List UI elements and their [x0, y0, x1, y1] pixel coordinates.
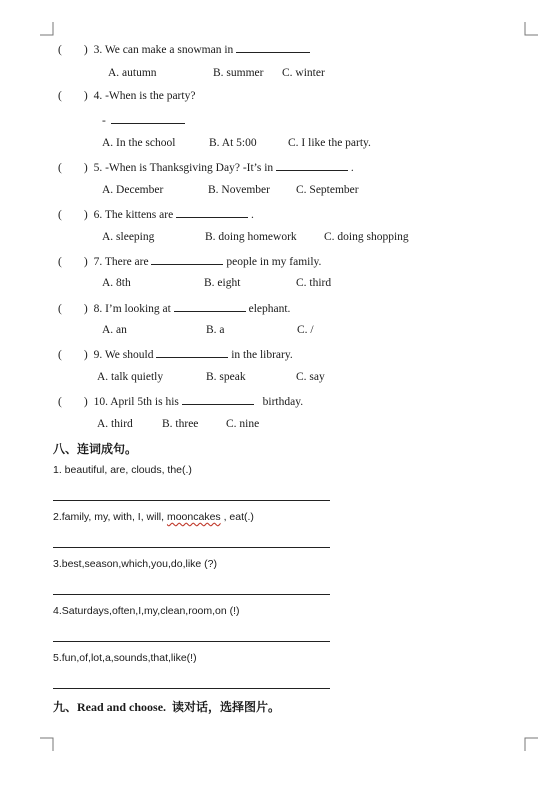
answer-paren-open: ( [58, 90, 62, 102]
question-stem: -When is the party? [105, 90, 196, 102]
answer-paren-close: ) [83, 162, 88, 174]
question-3 [58, 42, 310, 56]
option-c: C. winter [282, 67, 325, 79]
question-stem: We should [104, 349, 154, 361]
answer-paren-open: ( [58, 303, 62, 315]
option-a: A. autumn [108, 67, 157, 79]
section-9-title-en: Read and choose. [77, 700, 167, 714]
answer-paren-open: ( [58, 396, 62, 408]
question-10 [58, 394, 303, 408]
answer-paren-close: ) [83, 303, 88, 315]
question-number: 4. [93, 90, 103, 102]
option-b: B. November [208, 184, 270, 196]
question-stem-end: . [350, 162, 354, 174]
answer-paren-close: ) [83, 396, 88, 408]
option-a: A. talk quietly [97, 371, 164, 383]
answer-paren-close: ) [83, 256, 88, 268]
section-9-number: 九、 [53, 700, 78, 714]
section-9-title-zh: 读对话，选择图片。 [172, 700, 281, 714]
question-stem: April 5th is his [110, 396, 179, 408]
question-number: 7. [93, 256, 103, 268]
answer-paren-open: ( [58, 44, 62, 56]
question-number: 8. [93, 303, 103, 315]
sentence-words-end: , eat(.) [220, 511, 254, 523]
option-b: B. eight [204, 277, 241, 289]
question-4 [58, 90, 195, 102]
question-8 [58, 301, 290, 315]
answer-paren-close: ) [83, 90, 88, 102]
question-5 [58, 160, 354, 174]
option-c: C. third [296, 277, 332, 289]
fill-blank[interactable] [111, 113, 185, 124]
fill-blank[interactable] [176, 207, 248, 218]
sentence-item-1: 1. beautiful, are, clouds, the(.) [53, 464, 192, 476]
question-number: 5. [93, 162, 103, 174]
sentence-words: 2.family, my, with, I, will, [53, 511, 167, 523]
option-c: C. say [296, 371, 325, 383]
option-c: C. / [297, 324, 314, 336]
option-b: B. summer [213, 67, 264, 79]
crop-mark-bottom-right [524, 737, 538, 751]
option-b: B. three [162, 418, 199, 430]
question-number: 6. [93, 209, 103, 221]
fill-blank[interactable] [276, 160, 348, 171]
option-b: B. speak [206, 371, 246, 383]
option-b: B. At 5:00 [209, 137, 257, 149]
fill-blank[interactable] [236, 42, 310, 53]
question-stem-end: in the library. [231, 349, 293, 361]
question-number: 9. [93, 349, 103, 361]
answer-paren-close: ) [83, 44, 88, 56]
option-a: A. 8th [102, 277, 131, 289]
answer-line-3[interactable] [53, 594, 330, 595]
question-6 [58, 207, 254, 221]
option-c: C. doing shopping [324, 231, 409, 243]
fill-blank[interactable] [182, 394, 254, 405]
option-a: A. In the school [102, 137, 176, 149]
option-b: B. a [206, 324, 225, 336]
question-number: 10. [93, 396, 108, 408]
question-stem: I’m looking at [105, 303, 171, 315]
question-9 [58, 347, 293, 361]
spellcheck-word: mooncakes [166, 511, 221, 523]
option-c: C. September [296, 184, 359, 196]
option-c: C. I like the party. [288, 137, 371, 149]
answer-paren-open: ( [58, 209, 62, 221]
sentence-item-4: 4.Saturdays,often,I,my,clean,room,on (!) [53, 605, 240, 617]
answer-line-5[interactable] [53, 688, 330, 689]
sentence-item-5: 5.fun,of,lot,a,sounds,that,like(!) [53, 652, 197, 664]
question-stem-end: elephant. [248, 303, 291, 315]
section-8-title: 八、连词成句。 [53, 442, 138, 456]
question-stem-end: . [250, 209, 254, 221]
answer-paren-close: ) [83, 349, 88, 361]
question-stem-end: birthday. [262, 396, 304, 408]
answer-line-1[interactable] [53, 500, 330, 501]
sentence-item-2 [53, 511, 254, 523]
section-9-title [53, 698, 280, 715]
question-7 [58, 254, 321, 268]
answer-line-4[interactable] [53, 641, 330, 642]
question-stem: -When is Thanksgiving Day? -It’s in [105, 162, 274, 174]
option-a: A. sleeping [102, 231, 155, 243]
answer-paren-open: ( [58, 256, 62, 268]
crop-mark-top-right [524, 22, 538, 36]
option-c: C. nine [226, 418, 260, 430]
fill-blank[interactable] [151, 254, 223, 265]
option-a: A. December [102, 184, 164, 196]
question-number: 3. [93, 44, 103, 56]
option-b: B. doing homework [205, 231, 297, 243]
fill-blank[interactable] [174, 301, 246, 312]
answer-paren-open: ( [58, 349, 62, 361]
question-stem: The kittens are [104, 209, 174, 221]
dash: - [102, 115, 106, 127]
sentence-item-3: 3.best,season,which,you,do,like (?) [53, 558, 218, 570]
answer-paren-close: ) [83, 209, 88, 221]
question-stem: We can make a snowman in [104, 44, 234, 56]
option-a: A. third [97, 418, 133, 430]
answer-paren-open: ( [58, 162, 62, 174]
crop-mark-bottom-left [40, 737, 54, 751]
fill-blank[interactable] [156, 347, 228, 358]
question-stem: There are [104, 256, 149, 268]
option-a: A. an [102, 324, 127, 336]
question-stem-end: people in my family. [226, 256, 322, 268]
crop-mark-top-left [40, 22, 54, 36]
answer-line-2[interactable] [53, 547, 330, 548]
answer-line [102, 113, 185, 127]
